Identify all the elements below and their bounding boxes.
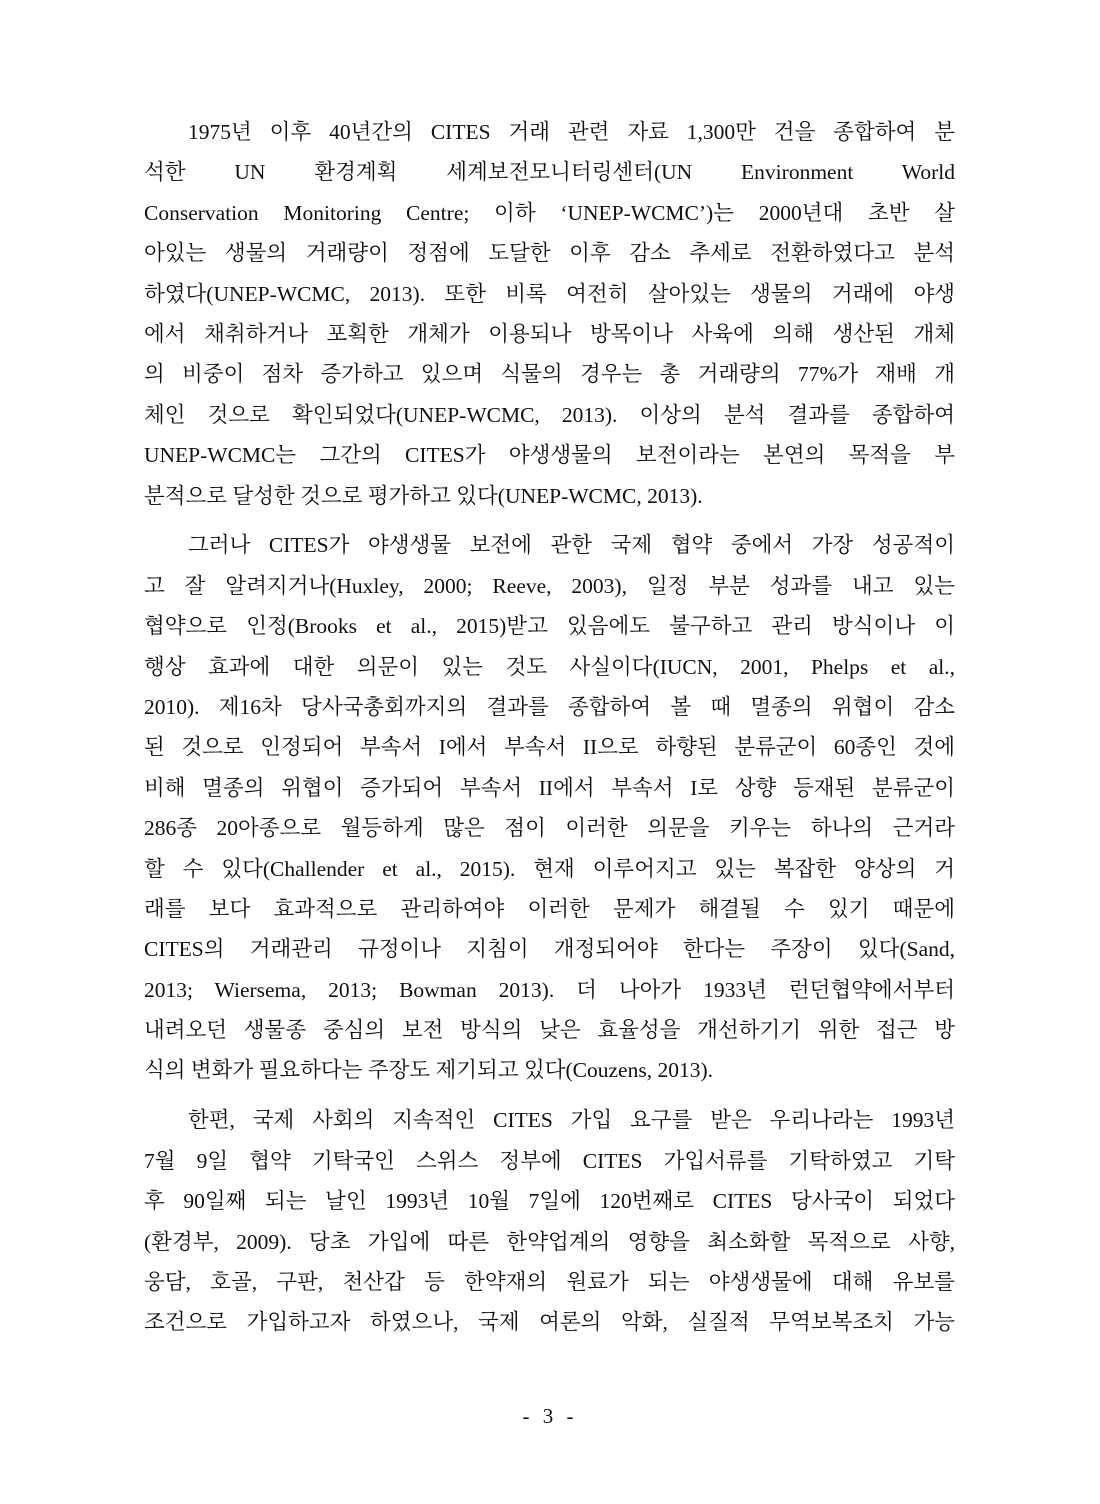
text-line: 의 비중이 점차 증가하고 있으며 식물의 경우는 총 거래량의 77%가 재배 개 <box>144 362 955 387</box>
text-line: 2010). 제16차 당사국총회까지의 결과를 종합하여 볼 때 멸종의 위협이 감소 <box>144 694 955 719</box>
text-line: 7월 9일 협약 기탁국인 스위스 정부에 CITES 가입서류를 기탁하였고 기탁 <box>144 1148 955 1173</box>
text-line: 후 90일째 되는 날인 1993년 10월 7일에 120번째로 CITES 당사국이 되었다 <box>144 1189 955 1214</box>
text-line: 아있는 생물의 거래량이 정점에 도달한 이후 감소 추세로 전환하였다고 분석 <box>144 241 955 266</box>
text-line: 분적으로 달성한 것으로 평가하고 있다(UNEP-WCMC, 2013). <box>144 483 703 508</box>
text-line: 행상 효과에 대한 의문이 있는 것도 사실이다(IUCN, 2001, Phelps et al., <box>144 654 955 679</box>
text-line: 그러나 CITES가 야생생물 보전에 관한 국제 협약 중에서 가장 성공적이 <box>188 533 955 558</box>
text-line: 1975년 이후 40년간의 CITES 거래 관련 자료 1,300만 건을 종합하여 분 <box>188 120 955 144</box>
text-line: 석한 UN 환경계획 세계보전모니터링센터(UN Environment World <box>144 160 955 185</box>
text-line: 하였다(UNEP-WCMC, 2013). 또한 비록 여전히 살아있는 생물의 거래에 야생 <box>144 281 955 306</box>
text-line: 웅담, 호골, 구판, 천산갑 등 한약재의 원료가 되는 야생생물에 대해 유보를 <box>144 1269 955 1294</box>
text-line: 고 잘 알려지거나(Huxley, 2000; Reeve, 2003), 일정 부분 성과를 내고 있는 <box>144 573 955 598</box>
text-line: 에서 채취하거나 포획한 개체가 이용되나 방목이나 사육에 의해 생산된 개체 <box>144 321 955 346</box>
text-line: 래를 보다 효과적으로 관리하여야 이러한 문제가 해결될 수 있기 때문에 <box>144 896 955 921</box>
text-line: 된 것으로 인정되어 부속서 I에서 부속서 II으로 하향된 분류군이 60종인 것에 <box>144 735 955 760</box>
text-line: 할 수 있다(Challender et al., 2015). 현재 이루어지고 있는 복잡한 양상의 거 <box>144 856 955 881</box>
text-line: 조건으로 가입하고자 하였으나, 국제 여론의 악화, 실질적 무역보복조치 가능 <box>144 1310 955 1335</box>
text-line: 협약으로 인정(Brooks et al., 2015)받고 있음에도 불구하고 관리 방식이나 이 <box>144 614 955 639</box>
paragraph-3 <box>144 1100 955 1342</box>
paragraph-1 <box>144 112 955 516</box>
text-line: 비해 멸종의 위협이 증가되어 부속서 II에서 부속서 I로 상향 등재된 분류군이 <box>144 775 955 800</box>
text-line: CITES의 거래관리 규정이나 지침이 개정되어야 한다는 주장이 있다(Sand, <box>144 937 955 962</box>
page-number: - 3 - <box>522 1404 578 1428</box>
text-line: 2013; Wiersema, 2013; Bowman 2013). 더 나아가 1933년 런던협약에서부터 <box>144 977 955 1002</box>
text-line: UNEP-WCMC는 그간의 CITES가 야생생물의 보전이라는 본연의 목적을 부 <box>144 443 955 468</box>
text-line: 286종 20아종으로 월등하게 많은 점이 이러한 의문을 키우는 하나의 근거라 <box>144 816 955 841</box>
text-line: 내려오던 생물종 중심의 보전 방식의 낮은 효율성을 개선하기기 위한 접근 방 <box>144 1018 955 1043</box>
text-line: (환경부, 2009). 당초 가입에 따른 한약업계의 영향을 최소화할 목적으로 사향, <box>144 1229 955 1254</box>
text-line: 식의 변화가 필요하다는 주장도 제기되고 있다(Couzens, 2013). <box>144 1058 713 1083</box>
page-body <box>144 112 955 1352</box>
paragraph-2 <box>144 525 955 1090</box>
text-line: 한편, 국제 사회의 지속적인 CITES 가입 요구를 받은 우리나라는 1993년 <box>188 1108 955 1133</box>
text-line: 체인 것으로 확인되었다(UNEP-WCMC, 2013). 이상의 분석 결과를 종합하여 <box>144 402 955 427</box>
text-line: Conservation Monitoring Centre; 이하 ‘UNEP-WCMC’)는 2000년대 초반 살 <box>144 200 955 225</box>
